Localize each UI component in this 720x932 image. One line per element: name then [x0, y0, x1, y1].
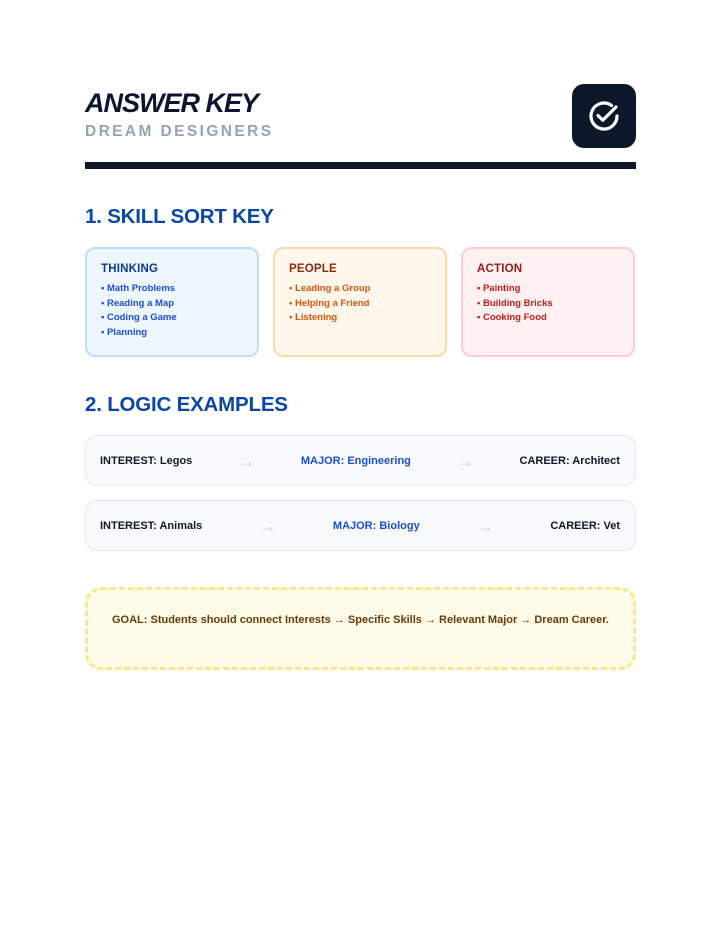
- arrow-right-icon: →: [258, 515, 277, 536]
- skill-sort-heading: 1. SKILL SORT KEY: [85, 205, 274, 228]
- career-label: CAREER: Architect: [519, 454, 620, 467]
- list-item: • Math Problems: [101, 282, 243, 297]
- interest-label: INTEREST: Animals: [100, 519, 203, 532]
- goal-box: [85, 587, 636, 670]
- goal-text: GOAL: Students should connect Interests → Specific Skills → Relevant Major → Dream Career.: [112, 614, 609, 626]
- list-item: • Cooking Food: [477, 311, 619, 326]
- skill-list: [477, 282, 619, 326]
- card-title: THINKING: [101, 263, 159, 275]
- list-item: • Helping a Friend: [289, 297, 431, 312]
- list-item: • Planning: [101, 326, 243, 341]
- arrow-right-icon: →: [237, 450, 256, 471]
- list-item: • Leading a Group: [289, 282, 431, 297]
- major-label: MAJOR: Biology: [332, 519, 420, 532]
- skill-list: [289, 282, 431, 326]
- career-label: CAREER: Vet: [550, 519, 620, 532]
- logic-row-animals: [85, 500, 636, 551]
- arrow-right-icon: →: [456, 450, 475, 471]
- card-title: PEOPLE: [289, 263, 337, 275]
- thinking-card: [85, 247, 259, 357]
- check-circle-icon: [586, 98, 622, 134]
- skill-list: [101, 282, 243, 340]
- page-subtitle: DREAM DESIGNERS: [85, 123, 274, 140]
- list-item: • Building Bricks: [477, 297, 619, 312]
- list-item: • Listening: [289, 311, 431, 326]
- interest-label: INTEREST: Legos: [100, 454, 193, 467]
- card-title: ACTION: [477, 263, 523, 275]
- list-item: • Reading a Map: [101, 297, 243, 312]
- arrow-right-icon: →: [476, 515, 494, 536]
- logic-examples-heading: 2. LOGIC EXAMPLES: [85, 393, 288, 416]
- header: [85, 84, 636, 170]
- check-badge: [572, 84, 636, 148]
- action-card: [461, 247, 635, 357]
- list-item: • Painting: [477, 282, 619, 297]
- header-divider: [85, 162, 636, 169]
- people-card: [273, 247, 447, 357]
- list-item: • Coding a Game: [101, 311, 243, 326]
- major-label: MAJOR: Engineering: [300, 454, 411, 467]
- page-title: ANSWER KEY: [85, 88, 259, 118]
- logic-row-legos: [85, 435, 636, 486]
